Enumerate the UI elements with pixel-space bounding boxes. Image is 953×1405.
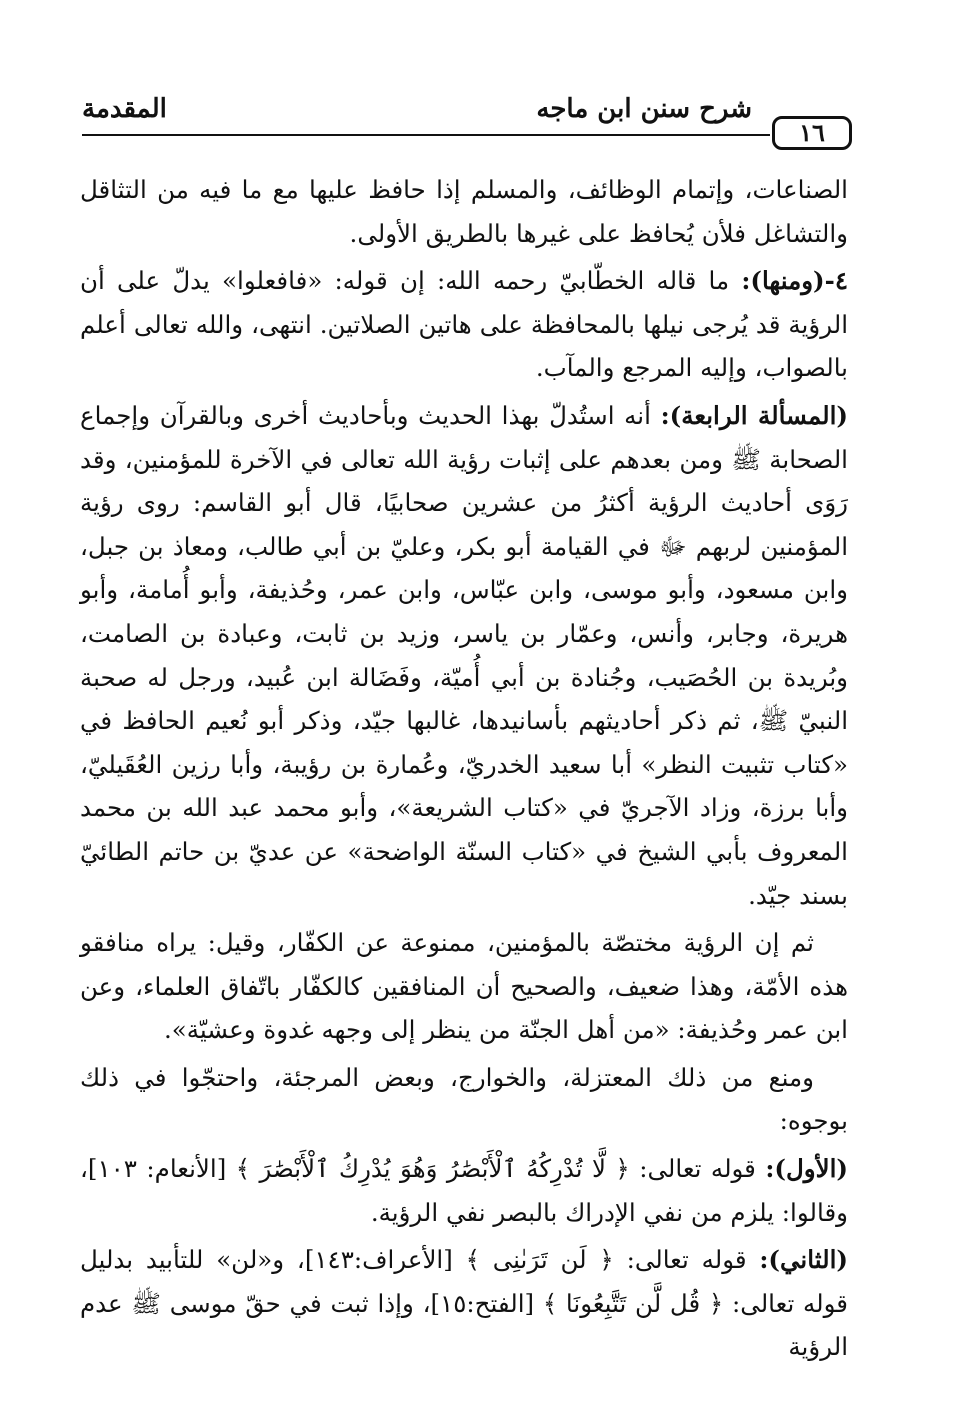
body-text [80, 168, 848, 1373]
paragraph-text: قوله تعالى: ﴿ لَّا تُدْرِكُهُ ٱلْأَبْصَٰرُ وَهُوَ يُدْرِكُ ٱلْأَبْصَٰرَ ﴾ [الأنعام: ١٠٣]، وقالوا: يلزم من نفي الإدراك بالبصر نفي الرؤية. [80, 1154, 848, 1227]
paragraph-text: ومنع من ذلك المعتزلة، والخوارج، وبعض المرجئة، واحتجّوا في ذلك بوجوه: [80, 1062, 848, 1136]
paragraph-text: الصناعات، وإتمام الوظائف، والمسلم إذا حافظ عليها مع ما فيه من التثاقل والتشاغل فلأن يُحافظ على غيرها بالطريق الأولى. [80, 175, 848, 248]
paragraph-lead: (الأول): [765, 1154, 848, 1184]
paragraph-text: قوله تعالى: ﴿ لَن تَرَىٰنِى ﴾ [الأعراف:١٤٣]، و«لن» للتأبيد بدليل قوله تعالى: ﴿ قُل لَّن تَتَّبِعُونَا ﴾ [الفتح:١٥]، وإذا ثبت في حقّ موسى ﷺ عدم الرؤية [80, 1245, 848, 1362]
paragraph-3 [80, 394, 848, 917]
paragraph-2 [80, 259, 848, 390]
paragraph-lead: (المسألة الرابعة): [660, 400, 848, 430]
paragraph-text: أنه استُدلّ بهذا الحديث وبأحاديث أخرى وبالقرآن وإجماع الصحابة ﷺ ومن بعدهم على إثبات رؤية الله تعالى في الآخرة للمؤمنين، وقد رَوَى أحاديث الرؤية أكثرُ من عشرين صحابيًا، قال أبو القاسم: روى رؤية المؤمنين لربهم ﷻ في القيامة أبو بكر، وعليّ بن أبي طالب، ومعاذ بن جبل، وابن مسعود، وأبو موسى، وابن عبّاس، وابن عمر، وحُذيفة، وأبو أُمامة، وأبو هريرة، وجابر، وأنس، وعمّار بن ياسر، وزيد بن ثابت، وعبادة بن الصامت، وبُريدة بن الحُصَيب، وجُنادة بن أبي أُميّة، وفَضَالة ابن عُبيد، ورجل له صحبة النبيّ ﷺ، ثم ذكر أحاديثهم بأسانيدها، غالبها جيّد، وذكر أبو نُعيم الحافظ في «كتاب تثبيت النظر» أبا سعيد الخدريّ، وعُمارة بن رؤيبة، وأبا رزين العُقَيليّ، وأبا برزة، وزاد الآجريّ في «كتاب الشريعة»، وأبو محمد عبد الله بن محمد المعروف بأبي الشيخ في «كتاب السنّة الواضحة» عن عديّ بن حاتم الطائيّ بسند جيّد. [80, 400, 848, 910]
paragraph-5 [80, 1056, 848, 1143]
section-title: المقدمة [82, 94, 167, 124]
page-header [82, 86, 852, 156]
paragraph-text: ما قاله الخطّابيّ رحمه الله: إن قوله: «فافعلوا» يدلّ على أن الرؤية قد يُرجى نيلها بالمحافظة على هاتين الصلاتين. انتهى، والله تعالى أعلم بالصواب، وإليه المرجع والمآب. [80, 266, 848, 383]
book-title: شرح سنن ابن ماجه [536, 94, 752, 124]
paragraph-text: ثم إن الرؤية مختصّة بالمؤمنين، ممنوعة عن الكفّار، وقيل: يراه منافقو هذه الأمّة، وهذا ضعيف، والصحيح أن المنافقين كالكفّار باتّفاق العلماء، وعن ابن عمر وحُذيفة: «من أهل الجنّة من ينظر إلى وجهه غدوة وعشيّة». [80, 928, 848, 1045]
header-rule [82, 134, 770, 136]
page-number: ١٦ [772, 116, 852, 150]
paragraph-lead: (الثاني): [759, 1245, 848, 1275]
paragraph-6 [80, 1147, 848, 1234]
paragraph-lead: ٤-(ومنها): [741, 266, 848, 296]
paragraph-4 [80, 921, 848, 1052]
paragraph-7 [80, 1238, 848, 1369]
paragraph-1 [80, 168, 848, 255]
